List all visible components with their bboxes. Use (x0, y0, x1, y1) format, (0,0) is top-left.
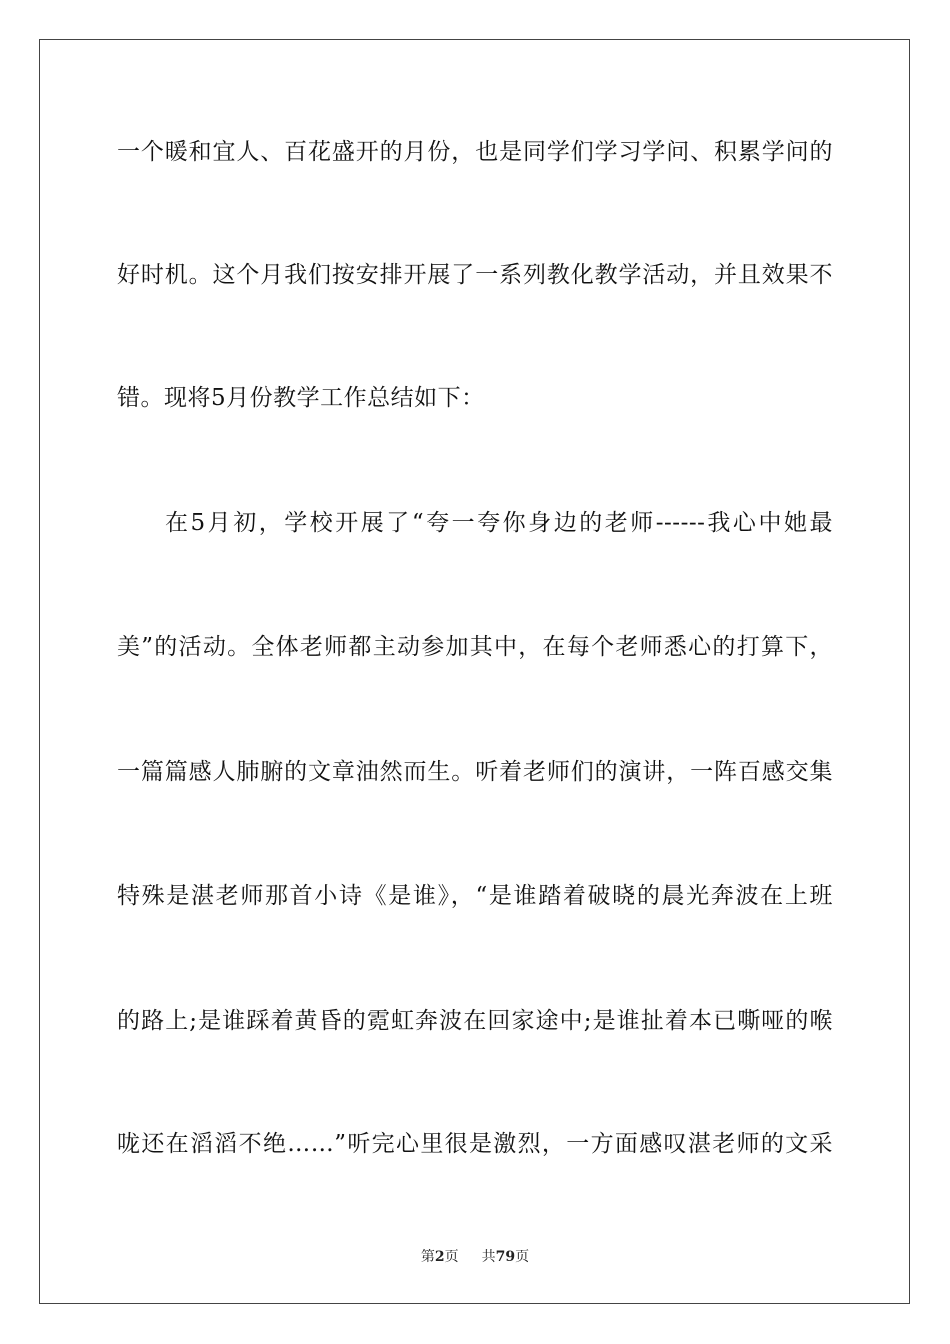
body-text-line: 在5月初，学校开展了“夸一夸你身边的老师------我心中她最 (165, 510, 833, 536)
page-prefix: 第 (420, 1249, 435, 1265)
body-text-line: 错。现将5月份教学工作总结如下： (117, 385, 485, 411)
page-suffix: 页 (444, 1249, 459, 1265)
total-suffix: 页 (515, 1249, 530, 1265)
body-text-line: 一个暖和宜人、百花盛开的月份，也是同学们学习学问、积累学问的 (117, 139, 833, 165)
total-pages: 79 (495, 1249, 516, 1265)
total-prefix: 共 (481, 1249, 496, 1265)
page-footer (0, 1248, 950, 1266)
body-text-line: 一篇篇感人肺腑的文章油然而生。听着老师们的演讲，一阵百感交集 (117, 759, 833, 785)
body-text-line: 的路上;是谁踩着黄昏的霓虹奔波在回家途中;是谁扯着本已嘶哑的喉 (117, 1008, 833, 1034)
page-number: 2 (434, 1249, 445, 1265)
body-text-line: 美”的活动。全体老师都主动参加其中，在每个老师悉心的打算下， (117, 634, 833, 660)
body-text-line: 咙还在滔滔不绝……”听完心里很是激烈，一方面感叹湛老师的文采 (117, 1131, 833, 1157)
body-text-line: 好时机。这个月我们按安排开展了一系列教化教学活动，并且效果不 (117, 262, 833, 288)
page-border (39, 39, 910, 1304)
body-text-line: 特殊是湛老师那首小诗《是谁》，“是谁踏着破晓的晨光奔波在上班 (117, 883, 833, 909)
